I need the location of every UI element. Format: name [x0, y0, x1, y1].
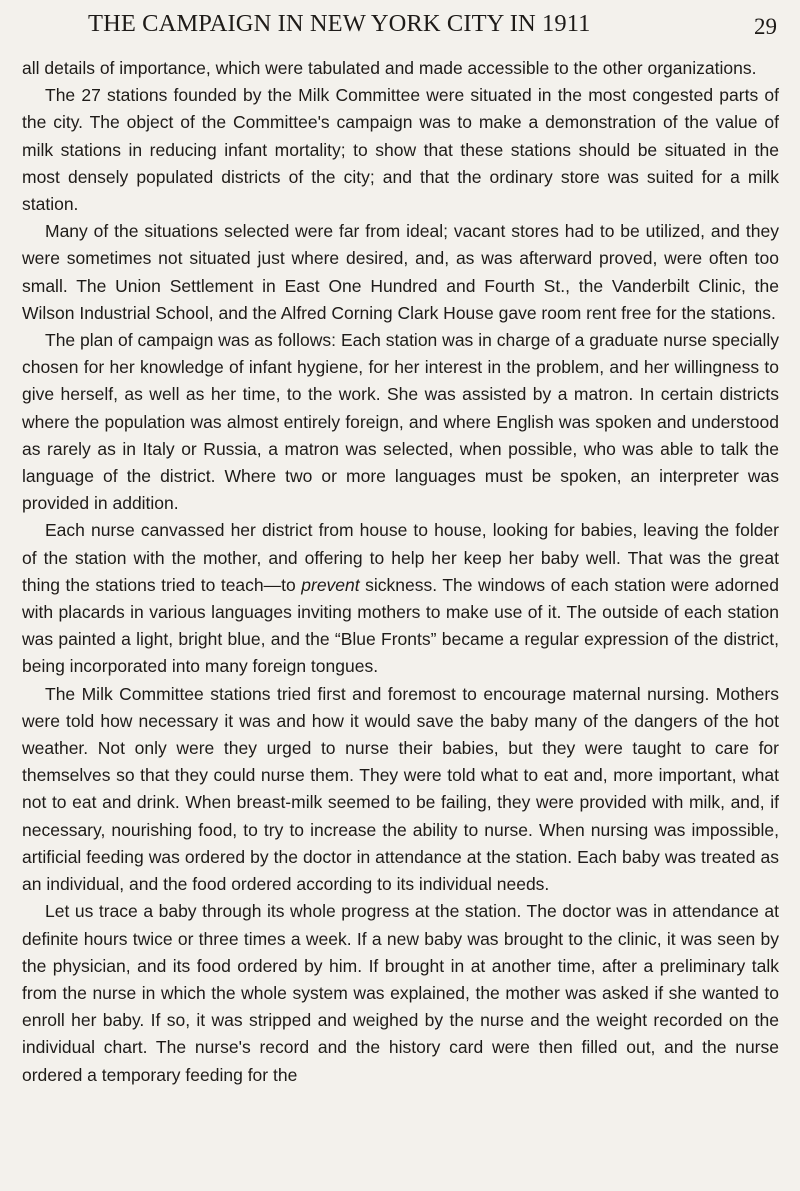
running-title: THE CAMPAIGN IN NEW YORK CITY IN 1911 [88, 10, 591, 37]
paragraph-continued: all details of importance, which were tabulated and made accessible to the other organizations. [22, 58, 757, 78]
paragraph-maternal-nursing: The Milk Committee stations tried first and foremost to encourage maternal nursing. Mothers were told how necessary it was and how it would save the baby many of the dangers of the hot weather. Not only were they urged to nurse their babies, but they were taught to care for themselves so that they could nurse them. They were told what to eat and, more important, what not to eat and drink. When breast-milk seemed to be failing, they were provided with milk, and, if necessary, nourishing food, to try to increase the ability to nurse. When nursing was impossible, artificial feeding was ordered by the doctor in attendance at the station. Each baby was treated as an individual, and the food ordered according to its individual needs. [22, 683, 779, 895]
paragraph-nurse-canvass-text-before: Each nurse canvassed her district from house to house, looking for babies, leaving the folder of the station with the mother, and offering to help her keep her baby well. That was the great thing the stations tried to teach—to [22, 520, 779, 595]
paragraph-milk-stations: The 27 stations founded by the Milk Committee were situated in the most congested parts of the city. The object of the Committee's campaign was to make a demonstration of the value of milk stations in reducing infant mortality; to show that these stations should be situated in the most densely populated districts of the city; and that the ordinary store was suited for a milk station. [22, 85, 779, 215]
paragraph-situations: Many of the situations selected were far from ideal; vacant stores had to be utilized, and they were sometimes not situated just where desired, and, as was afterward proved, were often too small. The Union Settlement in East One Hundred and Fourth St., the Vanderbilt Clinic, the Wilson Industrial School, and the Alfred Corning Clark House gave room rent free for the stations. [22, 221, 779, 323]
page-number: 29 [754, 14, 777, 39]
body-text [22, 55, 779, 1089]
paragraph-plan-of-campaign: The plan of campaign was as follows: Each station was in charge of a graduate nurse specially chosen for her knowledge of infant hygiene, for her interest in the problem, and her willingness to give herself, as well as her time, to the work. She was assisted by a matron. In certain districts where the population was almost entirely foreign, and where English was spoken and understood as rarely as in Italy or Russia, a matron was selected, when possible, who was able to talk the language of the district. Where two or more languages must be spoken, an interpreter was provided in addition. [22, 330, 779, 514]
paragraph-nurse-canvass-text-after: sickness. The windows of each station were adorned with placards in various languages inviting mothers to make use of it. The outside of each station was painted a light, bright blue, and the “Blue Fronts” became a regular expression of the district, being incorporated into many foreign tongues. [22, 574, 779, 677]
paragraph-nurse-canvass [22, 517, 779, 680]
running-header [88, 8, 777, 40]
paragraph-baby-progress: Let us trace a baby through its whole progress at the station. The doctor was in attendance at definite hours twice or three times a week. If a new baby was brought to the clinic, it was seen by the physician, and its food ordered by him. If brought in at another time, after a preliminary talk from the nurse in which the whole system was explained, the mother was asked if she wanted to enroll her baby. If so, it was stripped and weighed by the nurse and the weight recorded on the individual chart. The nurse's record and the history card were then filled out, and the nurse ordered a temporary feeding for the [22, 901, 779, 1085]
emphasis-prevent: prevent [301, 574, 360, 595]
